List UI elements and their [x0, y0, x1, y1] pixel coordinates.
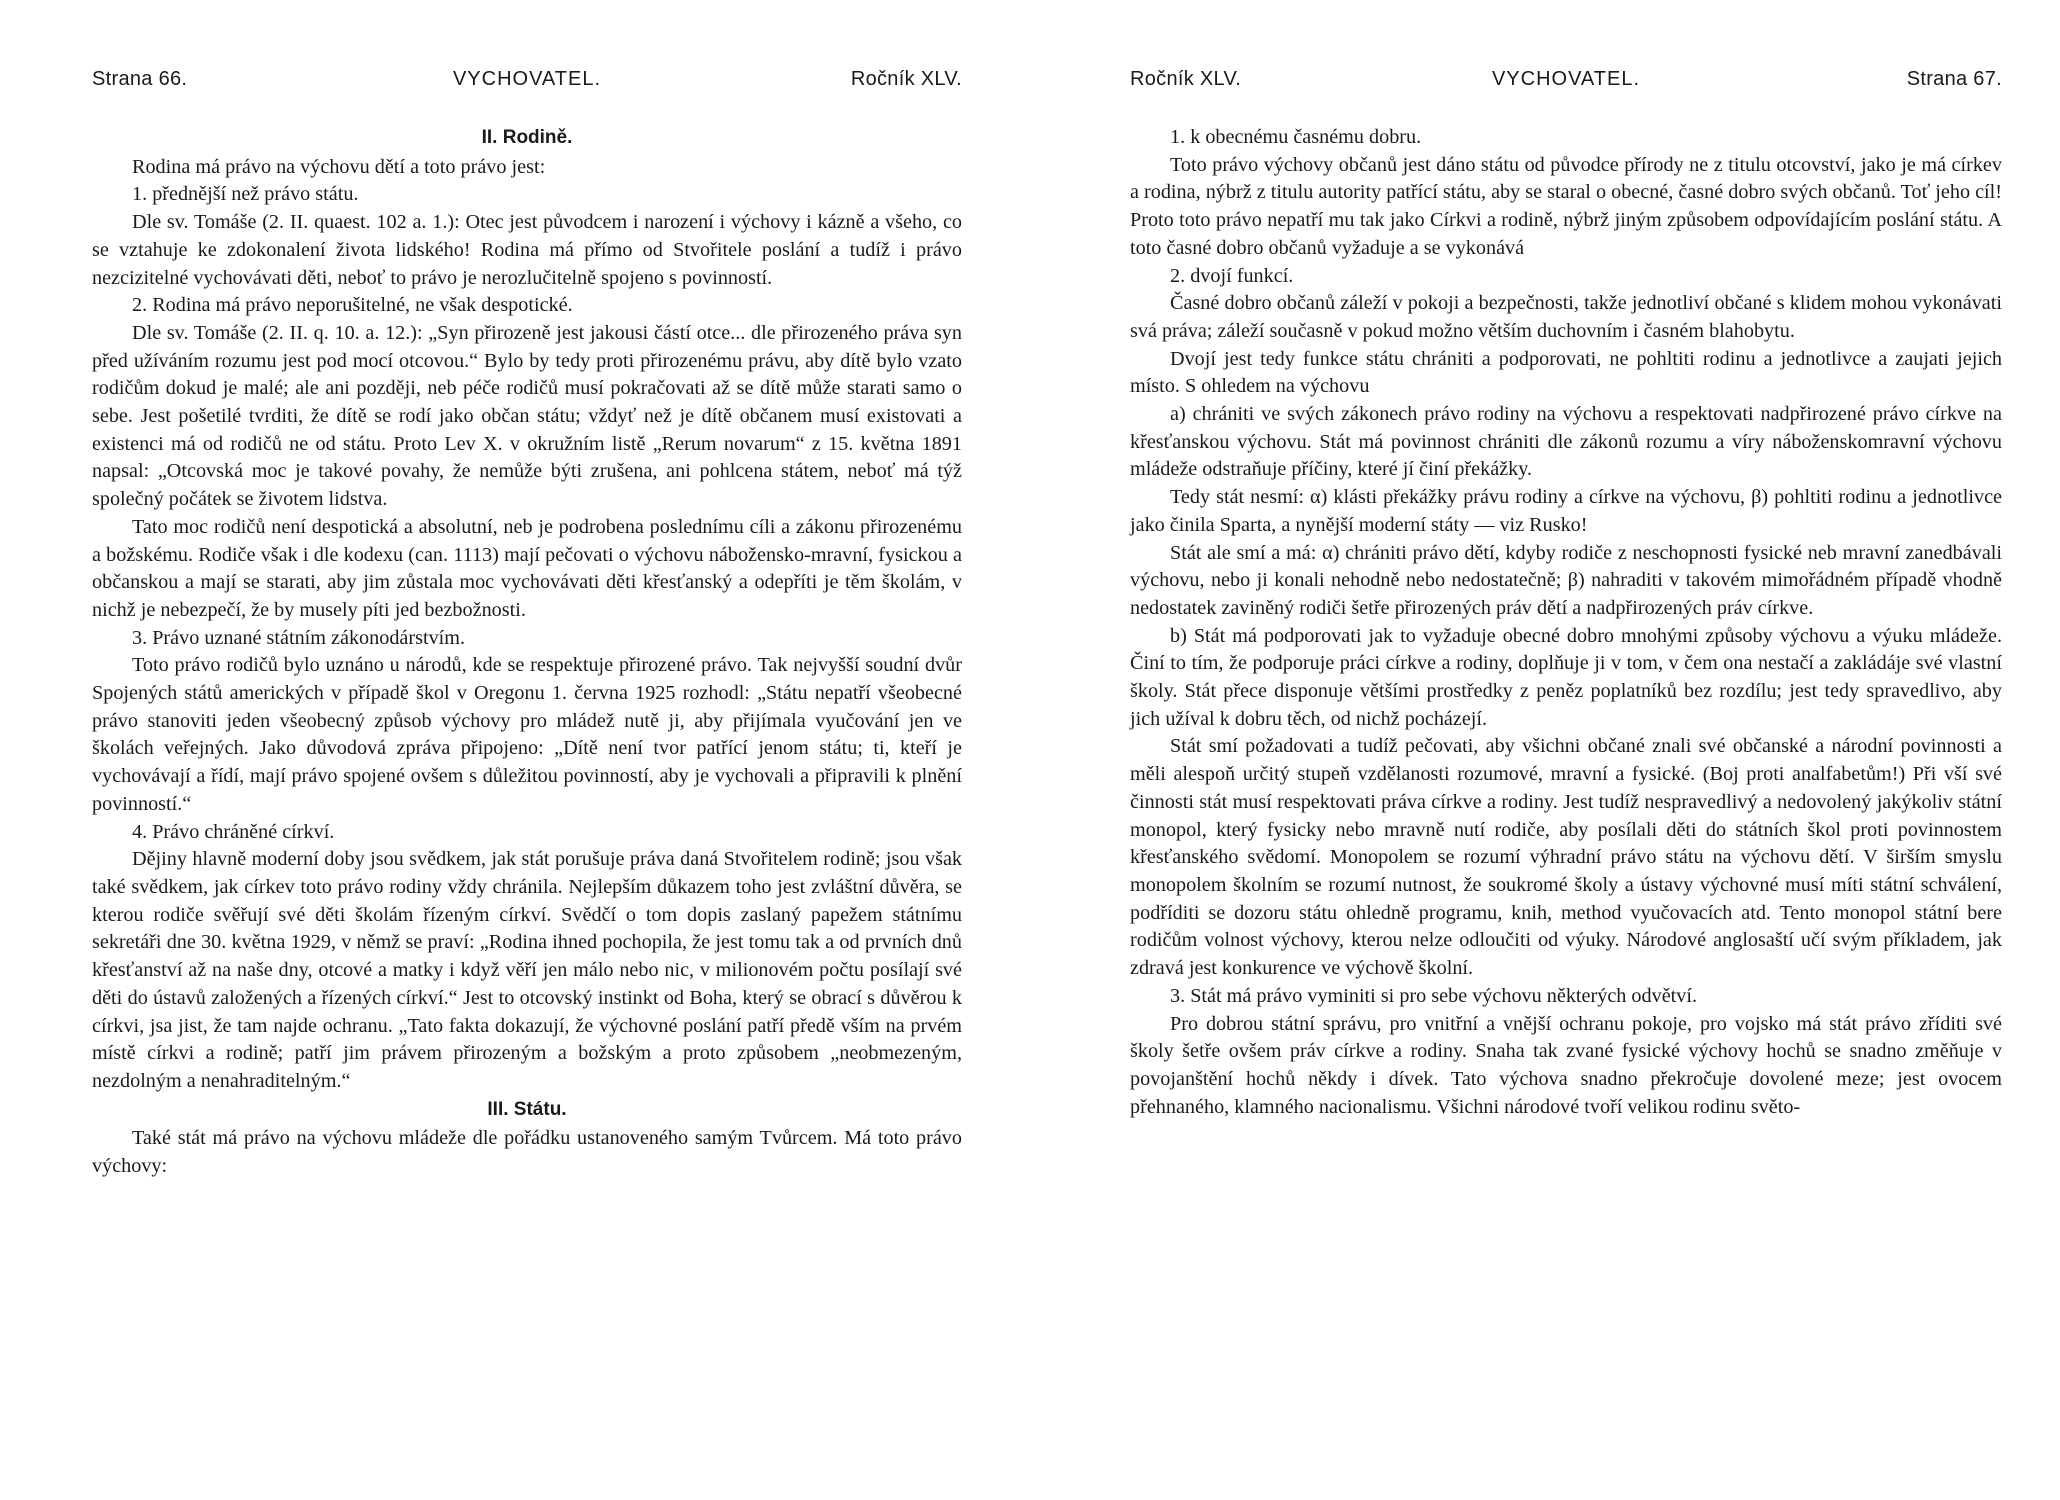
- paragraph: a) chrániti ve svých zákonech právo rodiny na výchovu a respektovati nadpřirozené právo církve na křesťanskou výchovu. Stát má povinnost chrániti dle zákonů rozumu a víry náboženskomravní výchovu mládeže odstraňuje příčiny, které jí činí překážky.: [1130, 403, 2002, 481]
- paragraph: 2. dvojí funkcí.: [1170, 264, 1294, 287]
- paragraph: 1. k obecnému časnému dobru.: [1170, 126, 1422, 148]
- paragraph: Tato moc rodičů není despotická a absolutní, neb je podrobena poslednímu cíli a zákonu přirozenému a božskému. Rodiče však i dle kodexu (can. 1113) mají pečovati o výchovu nábožensko-mravní, fysickou a občanskou a mají se starati, aby jim zůstala moc vychovávati děti křesťanský a odepříti je těm školám, v nichž je nebezpečí, že by musely píti jed bezbožnosti.: [92, 515, 962, 621]
- left-body-text: [92, 124, 962, 1181]
- section-heading: II. Rodině.: [481, 127, 573, 148]
- right-page: [1130, 0, 2002, 1500]
- paragraph: Časné dobro občanů záleží v pokoji a bezpečnosti, takže jednotliví občané s klidem mohou vykonávati svá práva; záleží současně v pokud možno větším duchovním i časném blahobytu.: [1130, 292, 2002, 342]
- paragraph: Stát ale smí a má: α) chrániti právo dětí, kdyby rodiče z neschopnosti fysické neb mravní zanedbávali výchovu, nebo ji konali nehodně nebo nedostatečně; β) nahraditi v takovém mimořádném případě vhodně nedostatek zaviněný rodiči šetře přirozených práv dětí a nadpřirozených práv církve.: [1130, 541, 2002, 619]
- page-number: Strana 66.: [92, 68, 188, 90]
- paragraph: Dějiny hlavně moderní doby jsou svědkem, jak stát porušuje práva daná Stvořitelem rodině; jsou však také svědkem, jak církev toto právo rodiny vždy chránila. Nejlepším důkazem toho jest zvláštní důvěra, se kterou rodiče svěřují své děti školám řízeným církví. Svědčí o tom dopis zaslaný papežem státnímu sekretáři dne 30. května 1929, v němž se praví: „Rodina ihned pochopila, že jest tomu tak a od prvních dnů křesťanství až na naše dny, otcové a matky i když věří jen málo nebo nic, v milionovém počtu posílají své děti do ústavů založených a řízených církví.“ Jest to otcovský instinkt od Boha, který se obrací s důvěrou k církvi, jsa jist, že tam najde ochranu. „Tato fakta dokazují, že výchovné poslání patří předě vším na prvém místě církvi a rodině; patří jim právem přirozeným a božským a proto způsobem „neobmezeným, nezdolným a nenahraditelným.“: [92, 848, 962, 1092]
- paragraph: Dle sv. Tomáše (2. II. q. 10. a. 12.): „Syn přirozeně jest jakousi částí otce... dle přirozeného práva syn před užíváním rozumu jest pod mocí otcovou.“ Bylo by tedy proti přirozenému právu, aby dítě bylo vzato rodičům dokud je malé; ale ani později, neb péče rodičů musí pokračovati až se dítě může starati samo o sebe. Jest pošetilé tvrditi, že dítě se rodí jako občan státu; vždyť než je dítě občanem musí existovati a existenci má od rodičů ne od státu. Proto Lev X. v okružním listě „Rerum novarum“ z 15. května 1891 napsal: „Otcovská moc je takové povahy, že nemůže býti zrušena, ani pohlcena státem, neboť má týž společný počátek se životem lidstva.: [92, 321, 962, 511]
- paragraph: b) Stát má podporovati jak to vyžaduje obecné dobro mnohými způsoby výchovu a výuku mládeže. Činí to tím, že podporuje práci církve a rodiny, doplňuje ji v tom, v čem ona nestačí a zakládáje své vlastní školy. Stát přece disponuje většími prostředky z peněz poplatníků bez rozdílu; jest tedy spravedlivo, aby jich užíval k dobru těch, od nichž pocházejí.: [1130, 624, 2002, 730]
- paragraph: Také stát má právo na výchovu mládeže dle pořádku ustanoveného samým Tvůrcem. Má toto právo výchovy:: [92, 1127, 962, 1178]
- right-body-text: [1130, 124, 2002, 1121]
- paragraph: 2. Rodina má právo neporušitelné, ne však despotické.: [132, 294, 573, 317]
- volume-label: Ročník XLV.: [1130, 68, 1242, 90]
- volume-label: Ročník XLV.: [850, 68, 962, 90]
- left-page: [92, 0, 962, 1500]
- section-heading: III. Státu.: [487, 1098, 567, 1120]
- paragraph: Toto právo rodičů bylo uznáno u národů, kde se respektuje přirozené právo. Tak nejvyšší soudní dvůr Spojených států amerických v případě škol v Oregonu 1. června 1925 rozhodl: „Státu nepatří všeobecné právo stanoviti jeden všeobecný způsob výchovy pro mládež nutě ji, aby přijímala vyučování jen ve školách veřejných. Jako důvodová zpráva připojeno: „Dítě není tvor patřící jenom státu; ti, kteří je vychovávají a řídí, mají právo spojené ovšem s důležitou povinností, aby je vychovali a připravili k plnění povinností.“: [92, 654, 962, 815]
- page-number: Strana 67.: [1906, 68, 2002, 90]
- journal-title: VYCHOVATEL.: [452, 68, 602, 90]
- paragraph: Rodina má právo na výchovu dětí a toto právo jest:: [132, 155, 546, 178]
- paragraph: Stát smí požadovati a tudíž pečovati, aby všichni občané znali své občanské a národní povinnosti a měli alespoň určitý stupeň vzdělanosti rozumové, mravní a fysické. (Boj proti analfabetům!) Při vší své činnosti stát musí respektovati práva církve a rodiny. Jest tudíž nespravedlivý a nedovolený jakýkoliv státní monopol, který fysicky nebo mravně nutí rodiče, aby posílali děti do státních škol proti povinnostem křesťanského svědomí. Monopolem se rozumí výhradní právo státu na výchovu dětí. V širším smyslu monopolem školním se rozumí nutnost, že soukromé školy a ústavy výchovné musí míti státní schválení, podříditi se dozoru státu ohledně programu, knih, method vyučovacích atd. Tento monopol státní bere rodičům volnost výchovy, kterou nelze odloučiti od výuky. Národové anglosaští učí svým příkladem, jak zdravá jest konkurence ve výchově školní.: [1130, 735, 2002, 980]
- paragraph: 1. přednější než právo státu.: [132, 183, 359, 206]
- journal-title: VYCHOVATEL.: [1491, 68, 1641, 90]
- paragraph: Toto právo výchovy občanů jest dáno státu od původce přírody ne z titulu otcovství, jako je má církev a rodina, nýbrž z titulu autority patřící státu, aby se staral o obecné, časné dobro svých občanů. Toť jeho cíl! Proto toto právo nepatří mu tak jako Církvi a rodině, nýbrž jiným způsobem odpovídajícím poslání státu. A toto časné dobro občanů vyžaduje a se vykonává: [1130, 153, 2002, 259]
- paragraph: Dvojí jest tedy funkce státu chrániti a podporovati, ne pohltiti rodinu a jednotlivce a zaujati jejich místo. S ohledem na výchovu: [1130, 347, 2002, 398]
- paragraph: Pro dobrou státní správu, pro vnitřní a vnější ochranu pokoje, pro vojsko má stát právo zříditi své školy šetře ovšem práv církve a rodiny. Snaha tak zvané fysické výchovy hochů se snadno změňuje v povojanštění hochů někdy i dívek. Tato výchova snadno překročuje dovolené meze; jest ovocem přehnaného, klamného nacionalismu. Všichni národové tvoří velikou rodinu světo-: [1130, 1012, 2002, 1118]
- paragraph: Tedy stát nesmí: α) klásti překážky právu rodiny a církve na výchovu, β) pohltiti rodinu a jednotlivce jako činila Sparta, a nynější moderní státy — viz Rusko!: [1130, 486, 2002, 536]
- paragraph: Dle sv. Tomáše (2. II. quaest. 102 a. 1.): Otec jest původcem i narození i výchovy i kázně a všeho, co se vztahuje ke zdokonalení života lidského! Rodina má přímo od Stvořitele poslání a tudíž i právo nezcizitelné vychovávati děti, neboť to právo je nerozlučitelně spojeno s povinností.: [92, 211, 962, 289]
- paragraph: 4. Právo chráněné církví.: [132, 820, 335, 843]
- running-head-right: [1130, 68, 2002, 98]
- paragraph: 3. Stát má právo vyminiti si pro sebe výchovu některých odvětví.: [1170, 984, 1698, 1007]
- running-head-left: [92, 68, 962, 98]
- paragraph: 3. Právo uznané státním zákonodárstvím.: [132, 626, 466, 649]
